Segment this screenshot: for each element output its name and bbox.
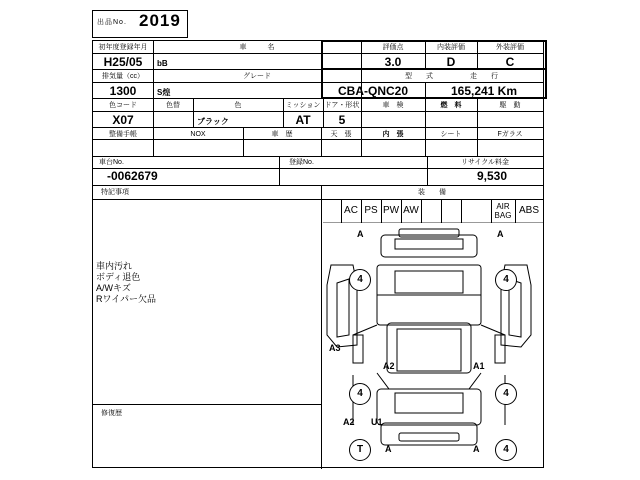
front-glass-label: Fガラス xyxy=(497,131,523,138)
equipment-item xyxy=(421,201,441,221)
remark-item: ボディ退色 xyxy=(96,272,141,282)
repair-history-title: 修復歴 xyxy=(101,410,122,417)
remarks-list xyxy=(96,261,156,305)
equipment-item: AC xyxy=(344,205,358,216)
model-label: 型 式 xyxy=(405,73,433,80)
registration-number-label: 登録No. xyxy=(289,159,314,166)
chassis-number-label: 車台No. xyxy=(99,159,124,166)
equipment-item: PW xyxy=(382,205,400,216)
door-left-damage: A2 xyxy=(383,361,395,371)
displacement-label: 排気量（cc） xyxy=(102,73,144,80)
transmission-value: AT xyxy=(295,113,311,127)
fuel-label: 燃 料 xyxy=(440,102,462,109)
remark-item: A/Wキズ xyxy=(96,283,131,293)
car-name-value: bB xyxy=(157,59,168,68)
tail-left-damage: A xyxy=(385,444,392,454)
front-right-damage: A xyxy=(497,229,504,239)
nox-label: NOX xyxy=(190,131,206,138)
first-registration-value: H25/05 xyxy=(103,55,143,69)
seat-label: シート xyxy=(440,131,462,138)
tail-right-marker: 4 xyxy=(495,439,517,461)
equipment-item xyxy=(441,201,461,221)
equipment-title: 装 備 xyxy=(418,189,446,196)
color-code-label: 色コード xyxy=(109,102,137,109)
inspection-sheet xyxy=(92,40,544,468)
remarks-title: 特記事項 xyxy=(101,189,129,196)
car-name-label: 車 名 xyxy=(239,44,275,51)
recycle-fee-value: 9,530 xyxy=(477,169,508,183)
equipment-item: AW xyxy=(403,205,419,216)
headliner-label: 天 張 xyxy=(330,131,352,138)
maintenance-book-label: 整備手帳 xyxy=(109,131,137,138)
interior-trim-label: 内 張 xyxy=(382,131,404,138)
remark-item: 車内汚れ xyxy=(96,261,133,271)
model-value: CBA-QNC20 xyxy=(337,84,408,98)
fender-left-marker: 4 xyxy=(349,269,371,291)
rear-fender-left-marker: 4 xyxy=(349,383,371,405)
recycle-fee-label: リサイクル料金 xyxy=(460,159,510,166)
color-change-label: 色替 xyxy=(166,102,180,109)
exterior-grade-label: 外装評価 xyxy=(496,44,524,51)
color-value: ブラック xyxy=(197,117,229,126)
tail-right-damage: A xyxy=(473,444,480,454)
remark-item: Rワイパー欠品 xyxy=(96,294,157,304)
grade-label: グレード xyxy=(243,73,271,80)
chassis-number-value: -0062679 xyxy=(107,169,158,183)
fender-right-marker: 4 xyxy=(495,269,517,291)
rear-bumper-left-damage: A2 xyxy=(343,417,355,427)
equipment-item xyxy=(323,201,341,221)
mileage-label: 走 行 xyxy=(470,73,498,80)
tail-left-marker: T xyxy=(349,439,371,461)
equipment-item: ABS xyxy=(518,205,539,216)
lot-number-value: 2019 xyxy=(139,11,181,30)
grade-value: S煌 xyxy=(157,88,171,97)
lot-number-label: 出品No. xyxy=(97,19,127,26)
doors-label: ドア・形状 xyxy=(324,102,360,109)
doors-value: 5 xyxy=(338,113,346,127)
drive-label: 駆 動 xyxy=(499,102,521,109)
first-registration-label: 初年度登録年月 xyxy=(98,44,148,51)
displacement-value: 1300 xyxy=(109,84,137,98)
car-diagram xyxy=(317,225,541,467)
door-right-damage: A1 xyxy=(473,361,485,371)
car-history-label: 車 歴 xyxy=(271,131,293,138)
side-left-damage: A3 xyxy=(329,343,341,353)
lot-number-box xyxy=(92,10,188,38)
inspection-label: 車 検 xyxy=(382,102,404,109)
equipment-item xyxy=(461,201,491,221)
interior-grade-value: D xyxy=(446,55,456,69)
interior-grade-label: 内装評価 xyxy=(437,44,465,51)
rear-bumper-mid-damage: U1 xyxy=(371,417,383,427)
exterior-grade-value: C xyxy=(505,55,515,69)
equipment-item: PS xyxy=(364,205,378,216)
front-left-damage: A xyxy=(357,229,364,239)
score-value: 3.0 xyxy=(384,55,402,69)
equipment-item: AIR BAG xyxy=(494,202,512,220)
color-code-value: X07 xyxy=(112,113,134,127)
rear-fender-right-marker: 4 xyxy=(495,383,517,405)
mileage-value: 165,241 Km xyxy=(450,84,518,98)
score-label: 評価点 xyxy=(382,44,404,51)
transmission-label: ミッション xyxy=(285,102,321,109)
color-label: 色 xyxy=(234,102,242,109)
